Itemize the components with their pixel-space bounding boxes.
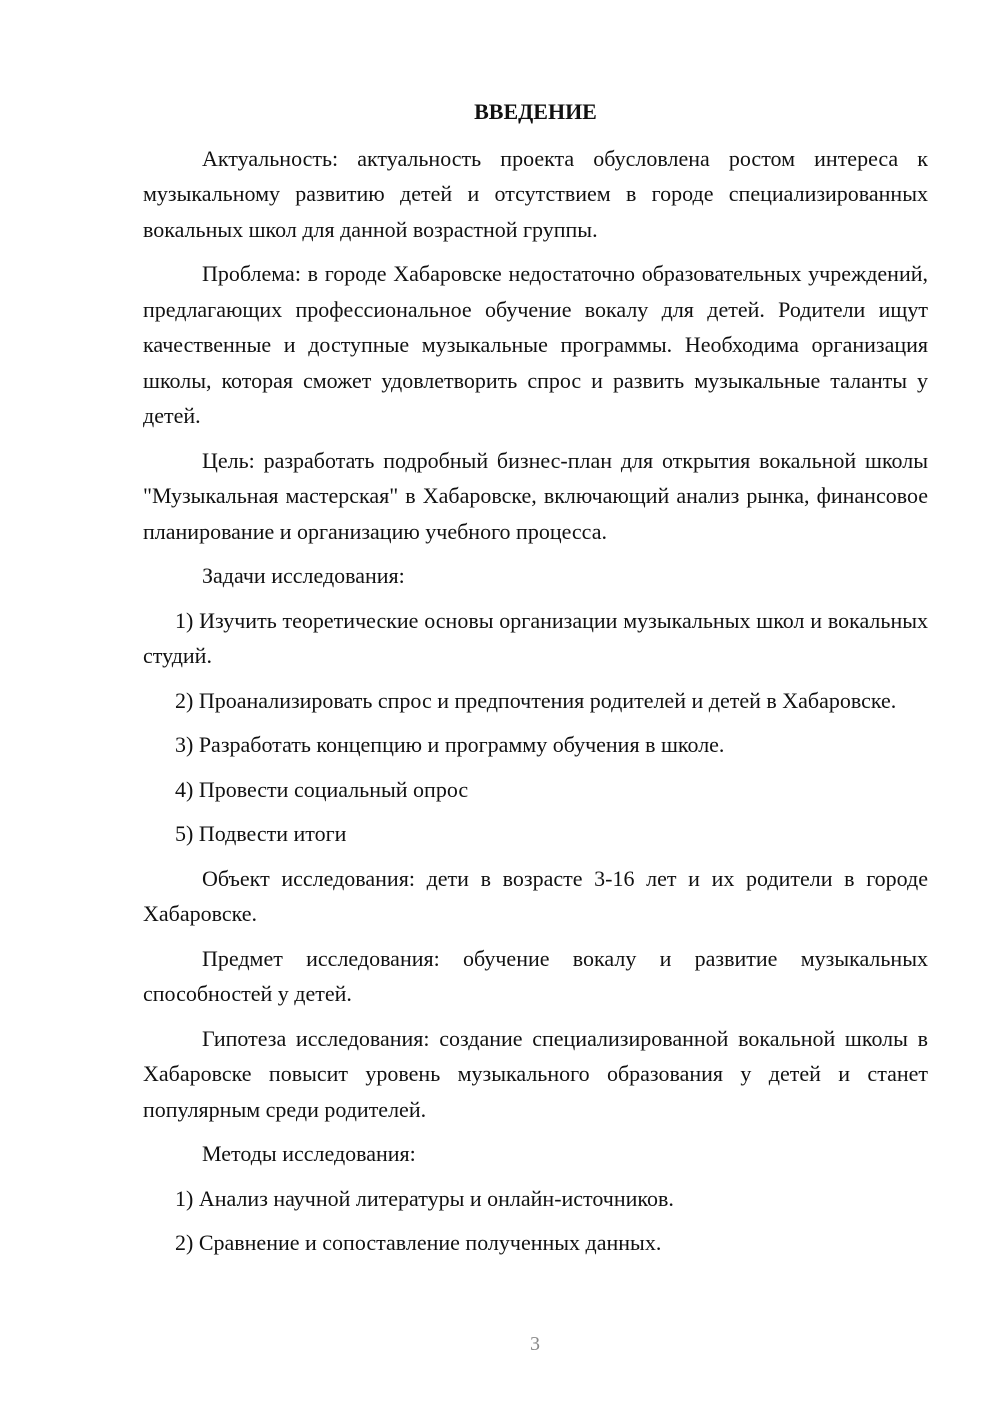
paragraph-subject: Предмет исследования: обучение вокалу и развитие музыкальных способностей у детей. [143,945,928,1006]
task-item-4: 4) Провести социальный опрос [175,776,469,802]
method-item-2: 2) Сравнение и сопоставление полученных данных. [175,1230,662,1255]
paragraph-goal: Цель: разработать подробный бизнес-план для открытия вокальной школы "Музыкальная мастерская" в Хабаровске, включающий анализ рынка, финансовое планирование и организацию учебного процесса. [143,447,928,544]
task-item-5: 5) Подвести итоги [175,821,347,846]
page-number: 3 [530,1333,540,1355]
methods-title: Методы исследования: [202,1141,416,1166]
task-item-3: 3) Разработать концепцию и программу обучения в школе. [175,732,725,757]
method-item-1: 1) Анализ научной литературы и онлайн-источников. [175,1185,674,1211]
task-item-2: 2) Проанализировать спрос и предпочтения родителей и детей в Хабаровске. [175,687,897,713]
task-item-1: 1) Изучить теоретические основы организации музыкальных школ и вокальных студий. [143,607,928,668]
paragraph-problem: Проблема: в городе Хабаровске недостаточно образовательных учреждений, предлагающих профессиональное обучение вокалу для детей. Родители ищут качественные и доступные музыкальные программы. Необходима организация школы, которая сможет удовлетворить спрос и развить музыкальные таланты у детей. [143,261,928,428]
paragraph-relevance: Актуальность: актуальность проекта обусловлена ростом интереса к музыкальному развитию детей и отсутствием в городе специализированных вокальных школ для данной возрастной группы. [143,145,928,242]
tasks-title: Задачи исследования: [202,563,405,588]
section-heading: ВВЕДЕНИЕ [474,99,597,124]
paragraph-hypothesis: Гипотеза исследования: создание специализированной вокальной школы в Хабаровске повысит уровень музыкального образования у детей и станет популярным среди родителей. [143,1025,928,1122]
paragraph-object: Объект исследования: дети в возрасте 3-16 лет и их родители в городе Хабаровске. [143,865,928,926]
document-page [143,94,928,1270]
